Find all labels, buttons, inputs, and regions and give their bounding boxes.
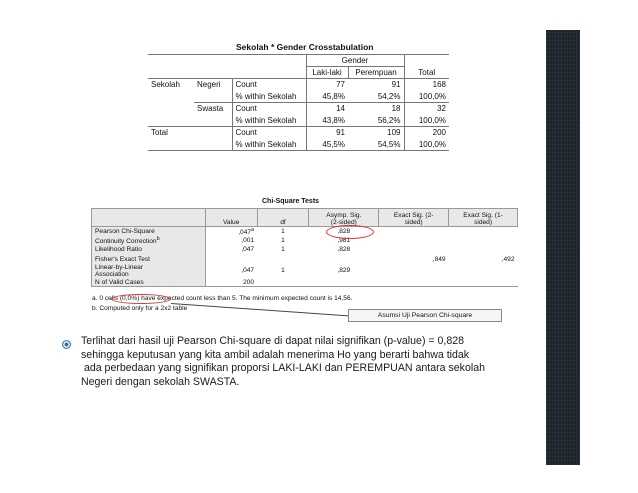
cell-value: ,001	[205, 236, 257, 245]
highlight-circle-cells	[111, 294, 171, 304]
row-label-text: Continuity Correction	[95, 238, 157, 246]
row-label	[92, 264, 206, 278]
cell-total: 100,0%	[404, 139, 449, 151]
cell-df: 1	[281, 237, 285, 245]
paragraph-line-2: sehingga keputusan yang kita ambil adalah menerima Ho yang berarti bahwa tidak	[81, 348, 470, 361]
cell-exact2	[379, 227, 449, 237]
cell-exact2	[379, 245, 449, 254]
cell-exact2: ,849	[432, 255, 446, 263]
header-exact1-line1: Exact Sig. (1-	[463, 212, 503, 219]
paragraph-line-4: Negeri dengan sekolah SWASTA.	[81, 376, 240, 389]
cell-v1: 45,5%	[306, 139, 348, 151]
chisq-header-row	[92, 209, 518, 227]
cell-v2: 109	[387, 128, 401, 138]
table-row	[92, 245, 518, 254]
cell-exact1	[449, 227, 518, 237]
cell-asymp	[309, 255, 379, 264]
paragraph-line-3: ada perbedaan yang signifikan proporsi LAKI-LAKI dan PEREMPUAN antara sekolah	[81, 362, 485, 375]
cell-group: Negeri	[197, 80, 221, 90]
conclusion-paragraph	[81, 335, 521, 390]
cell-v1: 43,8%	[306, 115, 348, 127]
table-row	[148, 139, 449, 151]
cell-total: 100,0%	[404, 115, 449, 127]
row-label-line1: Linear-by-Linear	[95, 263, 144, 271]
row-label: N of Valid Cases	[92, 278, 206, 287]
cell-exact2	[379, 236, 449, 245]
cell-exact1: ,492	[501, 255, 515, 263]
footnote-b: b. Computed only for a 2x2 table	[92, 305, 188, 312]
cell-v2: 54,2%	[348, 91, 404, 103]
header-total: Total	[404, 67, 449, 79]
cell-group: Swasta	[197, 104, 224, 114]
cell-var: Total	[151, 128, 168, 138]
header-exact-2	[379, 209, 449, 227]
table-row	[92, 236, 518, 245]
header-exact2-line2: sided)	[404, 219, 423, 226]
value-sup: a	[251, 227, 255, 233]
cell-df: 1	[281, 246, 285, 254]
cell-value: ,047	[205, 245, 257, 254]
header-exact-1	[449, 209, 518, 227]
cell-asymp	[309, 278, 379, 287]
row-label	[92, 227, 206, 237]
cell-v2: 56,2%	[348, 115, 404, 127]
header-asymp-line2: (2-sided)	[330, 219, 357, 226]
header-df: df	[257, 209, 309, 227]
cell-asymp: ,828	[337, 228, 351, 236]
cell-var: Sekolah	[151, 80, 180, 90]
cell-v1: 91	[306, 127, 348, 139]
header-asymp-sig	[309, 209, 379, 227]
cell-stat: Count	[232, 103, 306, 115]
cell-v2: 54,5%	[348, 139, 404, 151]
cell-df	[257, 278, 309, 287]
cell-exact1	[449, 245, 518, 254]
cell-stat: % within Sekolah	[232, 115, 306, 127]
cell-stat: % within Sekolah	[232, 91, 306, 103]
table-row	[148, 127, 449, 139]
value-text: ,047	[238, 229, 252, 237]
paragraph-line-1: Terlihat dari hasil uji Pearson Chi-square di dapat nilai signifikan (p-value) = 0,828	[81, 335, 465, 347]
header-asymp-line1: Asymp. Sig.	[326, 212, 362, 219]
cell-exact1	[449, 278, 518, 287]
cell-stat: Count	[232, 79, 306, 91]
callout-box: Asumsi Uji Pearson Chi-square	[348, 309, 502, 322]
cell-v1: 77	[306, 79, 348, 91]
header-laki-laki: Laki-laki	[306, 67, 348, 79]
cell-exact1	[449, 264, 518, 278]
cell-v2: 91	[391, 80, 401, 90]
cell-asymp: ,981	[337, 237, 351, 245]
cell-value	[205, 255, 257, 264]
highlight-circle-pvalue	[326, 225, 374, 239]
cell-asymp: ,828	[337, 246, 351, 254]
row-label: Fisher's Exact Test	[92, 255, 206, 264]
table-row	[148, 115, 449, 127]
cell-stat: % within Sekolah	[232, 139, 306, 151]
footnote-a: a. 0 cells (0,0%) have expected count less than 5. The minimum expected count is 14,56.	[92, 295, 353, 302]
cell-v2: 18	[391, 104, 401, 114]
cell-stat: Count	[232, 127, 306, 139]
header-perempuan: Perempuan	[348, 67, 404, 79]
cell-exact1	[449, 236, 518, 245]
crosstab-title: Sekolah * Gender Crosstabulation	[236, 42, 374, 52]
row-label	[92, 236, 206, 245]
cell-value: 200	[205, 278, 257, 287]
cell-df: 1	[281, 267, 285, 275]
header-gender: Gender	[306, 55, 404, 67]
table-row	[148, 91, 449, 103]
cell-exact2	[379, 278, 449, 287]
header-exact1-line2: sided)	[474, 219, 493, 226]
bullet-icon	[62, 340, 71, 349]
crosstab-table	[148, 54, 449, 151]
table-row	[92, 264, 518, 278]
row-label-sup: b	[156, 236, 160, 243]
cell-asymp: ,829	[337, 267, 351, 275]
decorative-side-bar	[546, 30, 580, 465]
table-row	[148, 79, 449, 91]
table-row	[92, 255, 518, 264]
cell-df: 1	[281, 228, 285, 236]
chisq-title: Chi-Square Tests	[262, 198, 320, 205]
cell-value: ,047	[205, 264, 257, 278]
cell-exact2	[379, 264, 449, 278]
row-label: Likelihood Ratio	[92, 245, 206, 254]
header-value: Value	[205, 209, 257, 227]
crosstab-header-row-2	[148, 67, 449, 79]
table-row	[92, 227, 518, 237]
cell-v1: 45,8%	[306, 91, 348, 103]
cell-v1: 14	[306, 103, 348, 115]
table-row	[92, 278, 518, 287]
row-label-text: Pearson Chi-Square	[95, 228, 155, 236]
cell-total: 200	[404, 127, 449, 139]
cell-df	[257, 255, 309, 264]
cell-total: 168	[404, 79, 449, 91]
table-row	[148, 103, 449, 115]
cell-value	[205, 227, 257, 237]
crosstab-header-row-1	[148, 55, 449, 67]
cell-total: 32	[404, 103, 449, 115]
chisq-table	[91, 208, 518, 287]
row-label-line2: Association	[95, 270, 129, 278]
cell-total: 100,0%	[404, 91, 449, 103]
header-exact2-line1: Exact Sig. (2-	[393, 212, 434, 219]
